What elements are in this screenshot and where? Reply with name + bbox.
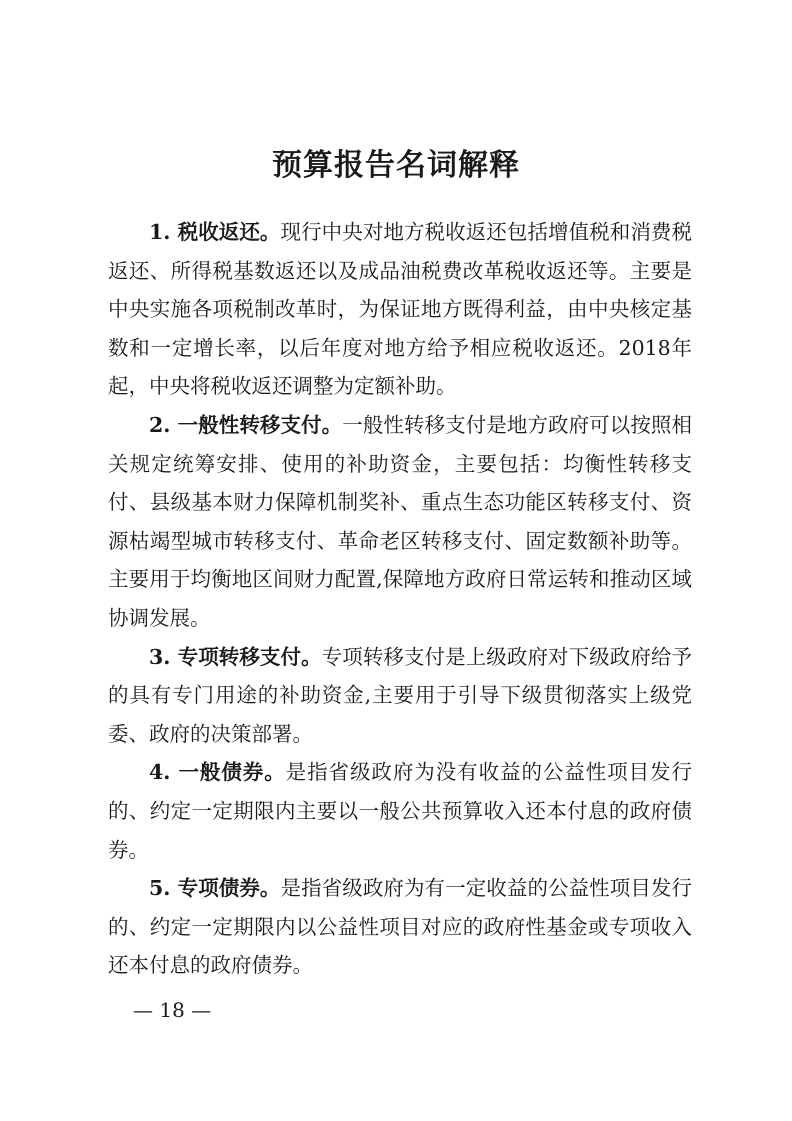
glossary-entry-special-transfer <box>108 638 692 754</box>
glossary-entry-tax-rebate <box>108 213 692 406</box>
glossary-entry-special-bond <box>108 869 692 985</box>
glossary-term: 1. 税收返还。 <box>149 220 281 244</box>
glossary-definition: 现行中央对地方税收返还包括增值税和消费税返还、所得税基数返还以及成品油税费改革税收返还等。主要是中央实施各项税制改革时，为保证地方既得利益，由中央核定基数和一定增长率，以后年度对地方给予相应税收返还。2018年起，中央将税收返还调整为定额补助。 <box>108 220 692 399</box>
glossary-term: 2. 一般性转移支付。 <box>149 412 343 437</box>
glossary-term: 3. 专项转移支付。 <box>149 644 322 669</box>
glossary-definition: 专项转移支付是上级政府对下级政府给予的具有专门用途的补助资金,主要用于引导下级贯彻落实上级党委、政府的决策部署。 <box>108 644 692 746</box>
glossary-entry-general-transfer <box>108 406 692 638</box>
glossary-entry-general-bond <box>108 753 692 869</box>
glossary-definition: 是指省级政府为有一定收益的公益性项目发行的、约定一定期限内以公益性项目对应的政府性基金或专项收入还本付息的政府债券。 <box>108 876 692 978</box>
page-number: — 18 — <box>133 998 212 1022</box>
glossary-content <box>108 213 692 985</box>
glossary-term: 5. 专项债券。 <box>149 876 281 901</box>
page-title: 预算报告名词解释 <box>272 148 520 183</box>
glossary-definition: 是指省级政府为没有收益的公益性项目发行的、约定一定期限内主要以一般公共预算收入还本付息的政府债券。 <box>108 760 692 862</box>
glossary-term: 4. 一般债券。 <box>149 760 286 785</box>
glossary-definition: 一般性转移支付是地方政府可以按照相关规定统筹安排、使用的补助资金，主要包括：均衡性转移支付、县级基本财力保障机制奖补、重点生态功能区转移支付、资源枯竭型城市转移支付、革命老区转移支付、固定数额补助等。主要用于均衡地区间财力配置,保障地方政府日常运转和推动区域协调发展。 <box>108 412 692 630</box>
